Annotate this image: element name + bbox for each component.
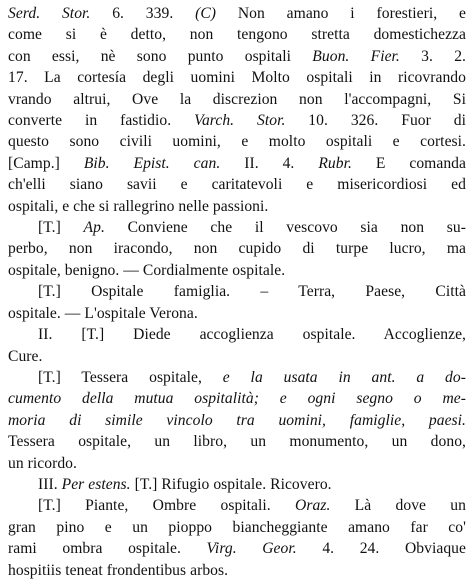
italic-text-segment: Buon. Fier. — [312, 47, 400, 65]
text-segment: E comanda — [351, 154, 466, 172]
text-segment: ospitali, e che si rallegrino nelle passioni. — [8, 197, 269, 215]
text-line — [8, 24, 466, 45]
text-line — [8, 89, 466, 110]
text-segment: come si è detto, non tengono stretta domestichezza — [8, 26, 466, 44]
text-segment: [Camp.] — [8, 154, 84, 172]
text-segment: Tessera ospitale, un libro, un monumento, un dono, — [8, 433, 466, 451]
text-segment: 4. 24. Obviaque — [296, 540, 466, 558]
text-segment: con essi, nè sono punto ospitali — [8, 47, 313, 65]
italic-text-segment: Serd. Stor. — [8, 5, 91, 22]
text-segment: 6. 339. — [90, 5, 196, 22]
text-line — [8, 153, 466, 174]
text-line — [8, 560, 466, 581]
text-line — [8, 217, 466, 238]
text-segment: [T.] Piante, Ombre ospitali. — [38, 497, 296, 515]
text-line — [8, 131, 466, 152]
text-line — [8, 238, 466, 259]
dictionary-entry-page — [8, 3, 466, 581]
text-line — [8, 196, 466, 217]
text-line — [8, 410, 466, 431]
italic-text-segment: cumento della mutua ospitalità; e ogni segno o me- — [8, 390, 466, 408]
text-segment: vrando altrui, Ove la discrezion non l'accompagni, Si — [8, 90, 466, 108]
text-segment: Là dove un — [330, 497, 466, 515]
text-segment: converte in fastidio. — [8, 112, 195, 130]
text-segment: un ricordo. — [8, 454, 77, 472]
text-segment: II. [T.] Diede accoglienza ospitale. Accoglienze, — [38, 326, 466, 344]
text-line — [8, 388, 466, 409]
text-segment: [T.] Rifugio ospitale. Ricovero. — [130, 475, 332, 493]
text-line — [8, 67, 466, 88]
text-segment: rami ombra ospitale. — [8, 540, 207, 558]
text-line — [8, 538, 466, 559]
text-segment: 3. 2. — [399, 47, 466, 65]
text-segment: Conviene che il vescovo sia non su- — [104, 219, 466, 237]
italic-text-segment: Virg. Geor. — [206, 540, 297, 558]
text-line — [8, 281, 466, 302]
text-line — [8, 324, 466, 345]
text-line — [8, 367, 466, 388]
italic-text-segment: (C) — [195, 5, 217, 22]
text-segment: 17. La cortesía degli uomini Molto ospitali in ricovrando — [8, 69, 466, 87]
text-line — [8, 303, 466, 324]
text-line — [8, 346, 466, 367]
text-line — [8, 174, 466, 195]
italic-text-segment: Oraz. — [295, 497, 331, 515]
text-segment: Non amano i forestieri, e — [216, 5, 467, 22]
text-line — [8, 110, 466, 131]
italic-text-segment: Varch. Stor. — [194, 112, 286, 130]
text-line — [8, 46, 466, 67]
text-line — [8, 431, 466, 452]
text-segment: 10. 326. Fuor di — [285, 112, 466, 130]
text-line — [8, 453, 466, 474]
text-line — [8, 517, 466, 538]
text-segment: hospitiis teneat frondentibus arbos. — [8, 561, 229, 579]
italic-text-segment: moria di simile vincolo tra uomini, famiglie, paesi. — [8, 411, 466, 429]
text-segment: questo sono civili uomini, e molto ospitali e cortesi. — [8, 133, 466, 151]
text-segment: [T.] — [38, 219, 84, 237]
text-segment: Cure. — [8, 347, 43, 365]
text-segment: ch'elli siano savii e caritatevoli e misericordiosi ed — [8, 176, 466, 194]
text-segment: II. 4. — [220, 154, 319, 172]
text-line — [8, 474, 466, 495]
text-segment: gran pino e un pioppo biancheggiante amano far co' — [8, 518, 466, 536]
text-segment: ospitale. — L'ospitale Verona. — [8, 304, 198, 322]
text-segment: III. — [38, 475, 62, 493]
text-segment: perbo, non iracondo, non cupido di turpe lucro, ma — [8, 240, 466, 258]
text-line — [8, 3, 466, 24]
italic-text-segment: e la usata in ant. a do- — [222, 368, 466, 386]
text-segment: ospitale, benigno. — Cordialmente ospitale. — [8, 261, 286, 279]
italic-text-segment: Rubr. — [318, 154, 352, 172]
italic-text-segment: Bib. Epist. can. — [83, 154, 221, 172]
text-segment: [T.] Tessera ospitale, — [38, 368, 223, 386]
text-line — [8, 260, 466, 281]
italic-text-segment: Ap. — [83, 219, 105, 237]
text-line — [8, 495, 466, 516]
text-segment: [T.] Ospitale famiglia. – Terra, Paese, Città — [38, 283, 466, 301]
italic-text-segment: Per estens. — [61, 475, 131, 493]
